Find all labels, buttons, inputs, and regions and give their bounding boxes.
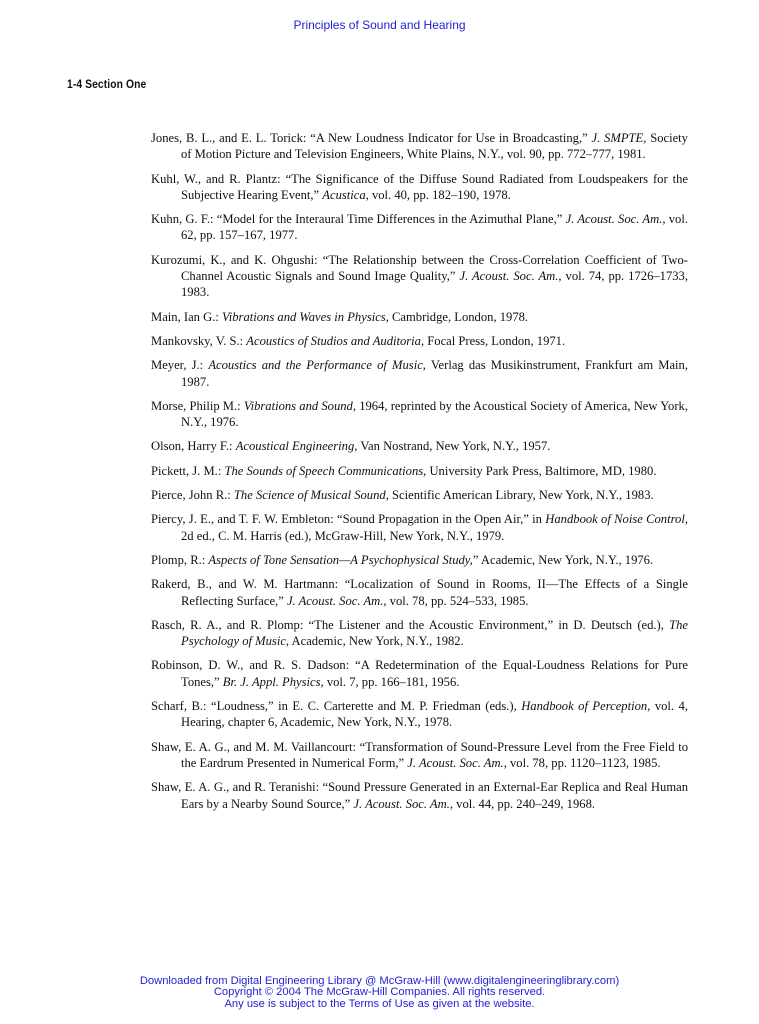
reference-details: , vol. 74, pp. 1726–1733, 1983. — [181, 269, 689, 300]
reference-source: J. Acoust. Soc. Am. — [407, 755, 504, 770]
reference-text: Meyer, J.: — [151, 358, 209, 373]
reference-text: Jones, B. L., and E. L. Torick: “A New Loudness Indicator for Use in Broadcasting,” — [151, 131, 592, 145]
reference-source: J. Acoust. Soc. Am. — [353, 796, 450, 811]
reference-item — [151, 779, 688, 812]
reference-list — [151, 130, 688, 820]
reference-text: Shaw, E. A. G., and M. M. Vaillancourt: “Transformation of Sound-Pressure Level from the Free Field to the Eardrum Presented in Numerical Form,” — [151, 739, 688, 770]
reference-details: Focal Press, London, 1971. — [424, 333, 566, 348]
reference-source: J. SMPTE, — [591, 131, 647, 145]
reference-source: Acustica — [322, 187, 366, 202]
reference-item — [151, 617, 688, 650]
reference-source: The Science of Musical Sound, — [233, 488, 389, 503]
reference-details: Society of Motion Picture and Television Engineers, White Plains, N.Y., vol. 90, pp. 772–777, 1981. — [181, 131, 688, 162]
reference-item — [151, 171, 688, 204]
reference-source: Aspects of Tone Sensation—A Psychophysical Study, — [208, 552, 473, 567]
reference-details: , 2d ed., C. M. Harris (ed.), McGraw-Hill, New York, N.Y., 1979. — [181, 512, 688, 543]
reference-source: The Sounds of Speech Communications — [224, 463, 424, 478]
reference-details: , University Park Press, Baltimore, MD, 1980. — [423, 463, 657, 478]
reference-text: Kuhl, W., and R. Plantz: “The Significance of the Diffuse Sound Radiated from Loudspeakers for the Subjective Hearing Event,” — [151, 171, 688, 202]
reference-source: Handbook of Noise Control — [545, 512, 685, 527]
footer — [0, 976, 759, 1010]
reference-text: Kuhn, G. F.: “Model for the Interaural Time Differences in the Azimuthal Plane,” — [151, 212, 566, 227]
reference-source: Vibrations and Sound, — [243, 398, 356, 413]
reference-source: Handbook of Perception, — [521, 699, 651, 714]
reference-details: , Verlag das Musikinstrument, Frankfurt am Main, 1987. — [181, 358, 689, 389]
reference-text: Kurozumi, K., and K. Ohgushi: “The Relationship between the Cross-Correlation Coefficient of Two-Channel Acoustic Signals and Sound Image Quality,” — [151, 252, 688, 284]
reference-item — [151, 252, 688, 301]
reference-text: Plomp, R.: — [151, 552, 209, 567]
reference-details: , Academic, New York, N.Y., 1982. — [285, 634, 464, 649]
reference-item — [151, 657, 688, 690]
reference-text: Rasch, R. A., and R. Plomp: “The Listener and the Acoustic Environment,” in D. Deutsch (ed.), — [151, 617, 670, 632]
reference-source: Br. J. Appl. Physics — [222, 674, 321, 689]
reference-source: Acoustical Engineering — [235, 439, 355, 454]
reference-text: Robinson, D. W., and R. S. Dadson: “A Redetermination of the Equal-Loudness Relations for Pure Tones,” — [151, 658, 688, 689]
reference-text: Mankovsky, V. S.: — [151, 333, 247, 348]
reference-details: , vol. 78, pp. 1120–1123, 1985. — [503, 755, 661, 770]
reference-text: Piercy, J. E., and T. F. W. Embleton: “Sound Propagation in the Open Air,” in — [151, 512, 546, 527]
reference-source: J. Acoust. Soc. Am. — [565, 212, 663, 227]
reference-source: Acoustics and the Performance of Music — [208, 358, 423, 373]
reference-item — [151, 357, 688, 390]
reference-item — [151, 333, 688, 349]
reference-text: Morse, Philip M.: — [151, 398, 244, 413]
reference-details: 1964, reprinted by the Acoustical Society of America, New York, N.Y., 1976. — [181, 398, 688, 430]
reference-item — [151, 398, 688, 431]
reference-details: , Van Nostrand, New York, N.Y., 1957. — [354, 439, 551, 454]
reference-item — [151, 463, 688, 479]
reference-text: Pickett, J. M.: — [151, 463, 225, 478]
reference-details: , vol. 62, pp. 157–167, 1977. — [181, 212, 688, 243]
reference-item — [151, 438, 688, 454]
reference-text: Olson, Harry F.: — [151, 439, 236, 454]
reference-source: J. Acoust. Soc. Am. — [286, 593, 384, 608]
reference-source: Vibrations and Waves in Physics, — [222, 309, 389, 324]
reference-text: Scharf, B.: “Loudness,” in E. C. Carterette and M. P. Friedman (eds.), — [151, 699, 522, 714]
reference-details: Scientific American Library, New York, N.Y., 1983. — [388, 488, 654, 503]
reference-details: , vol. 40, pp. 182–190, 1978. — [365, 187, 511, 202]
reference-item — [151, 511, 688, 544]
reference-details: , vol. 44, pp. 240–249, 1968. — [449, 796, 596, 811]
footer-copyright[interactable]: Copyright © 2004 The McGraw-Hill Companies. All rights reserved. — [213, 986, 546, 999]
footer-download-link[interactable]: Downloaded from Digital Engineering Library @ McGraw-Hill (www.digitalengineeringlibrary.com) — [139, 975, 620, 987]
reference-text: Rakerd, B., and W. M. Hartmann: “Localization of Sound in Rooms, II—The Effects of a Single Reflecting Surface,” — [151, 577, 688, 608]
reference-details: , vol. 78, pp. 524–533, 1985. — [383, 593, 529, 608]
reference-item — [151, 698, 688, 731]
reference-source: J. Acoust. Soc. Am. — [459, 269, 559, 284]
reference-text: Shaw, E. A. G., and R. Teranishi: “Sound Pressure Generated in an External-Ear Replica and Real Human Ears by a Nearby Sound Source,” — [151, 780, 688, 811]
reference-details: vol. 4, Hearing, chapter 6, Academic, New York, N.Y., 1978. — [181, 699, 688, 730]
reference-source: Acoustics of Studios and Auditoria, — [246, 333, 425, 348]
section-heading: 1-4 Section One — [67, 77, 147, 91]
reference-source: The Psychology of Music — [181, 617, 688, 649]
reference-details: , vol. 7, pp. 166–181, 1956. — [320, 674, 460, 689]
reference-item — [151, 576, 688, 609]
reference-details: ” Academic, New York, N.Y., 1976. — [472, 552, 654, 567]
reference-item — [151, 739, 688, 772]
reference-text: Pierce, John R.: — [151, 488, 234, 503]
reference-item — [151, 211, 688, 244]
reference-item — [151, 130, 688, 163]
reference-item — [151, 309, 688, 325]
book-title-link[interactable]: Principles of Sound and Hearing — [293, 18, 466, 32]
reference-text: Main, Ian G.: — [151, 309, 222, 324]
reference-details: Cambridge, London, 1978. — [388, 309, 529, 324]
footer-terms-link[interactable]: Any use is subject to the Terms of Use as given at the website. — [224, 997, 535, 1010]
reference-item — [151, 487, 688, 503]
reference-item — [151, 552, 688, 568]
